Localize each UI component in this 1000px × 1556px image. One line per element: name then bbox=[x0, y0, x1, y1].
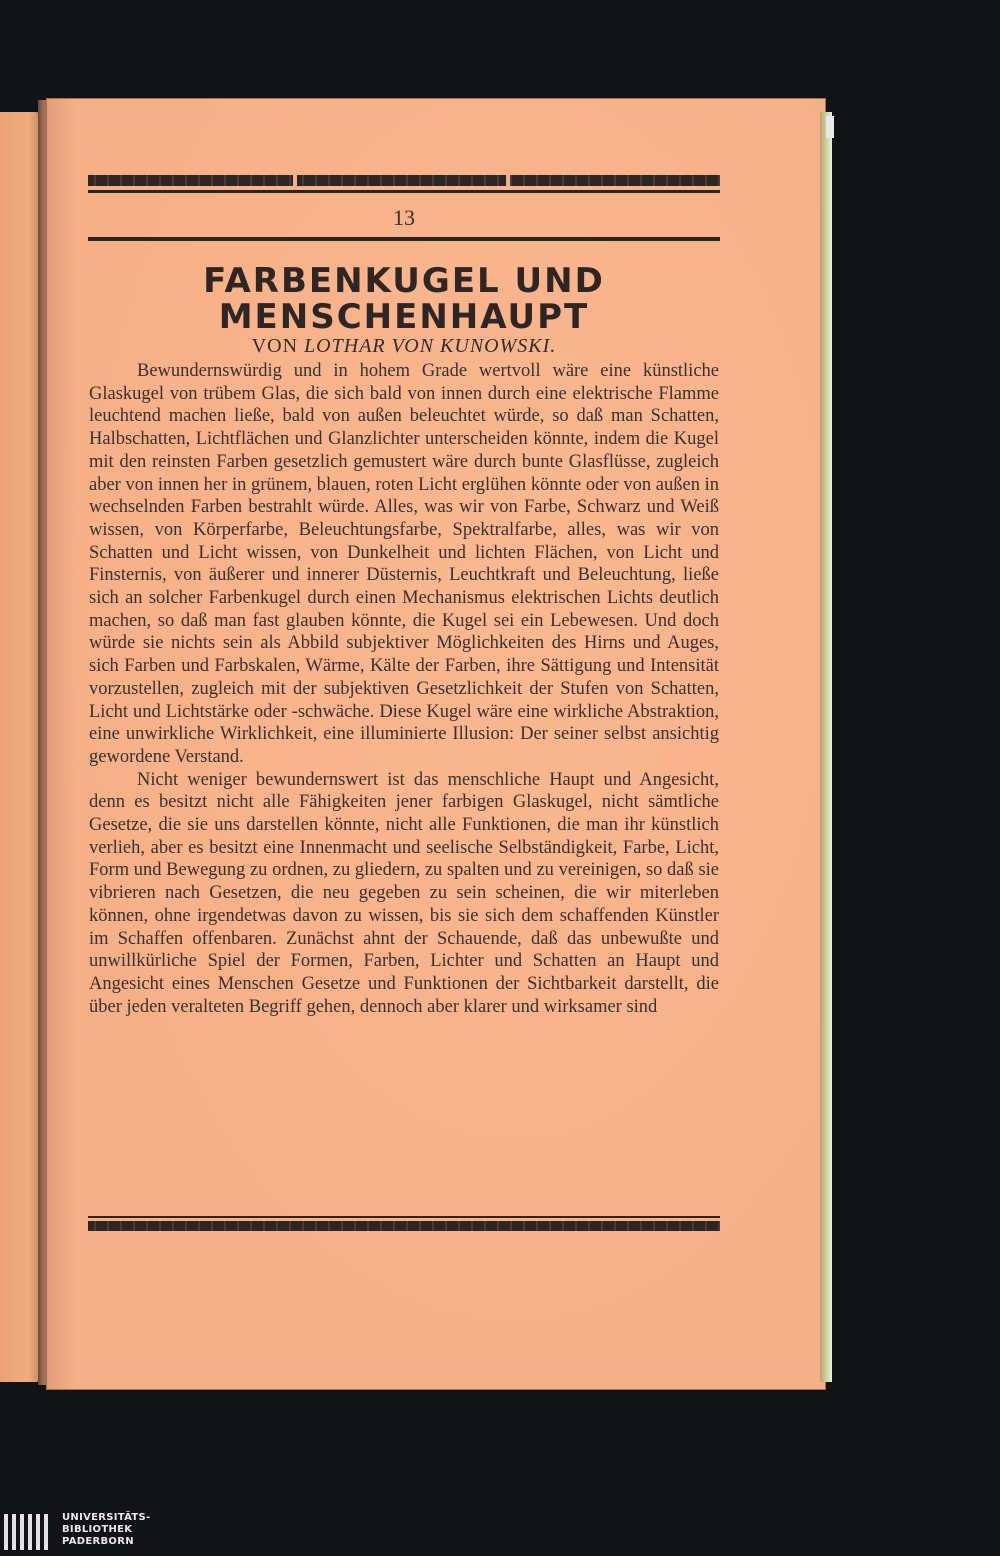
byline bbox=[88, 335, 720, 358]
author-name: LOTHAR VON KUNOWSKI. bbox=[304, 335, 557, 357]
logo-line: BIBLIOTHEK bbox=[62, 1524, 133, 1535]
bottom-ornamental-rule bbox=[88, 1221, 720, 1231]
bottom-thin-rule bbox=[88, 1216, 720, 1218]
page-edge-highlight bbox=[826, 116, 834, 138]
page-edge bbox=[820, 112, 832, 1382]
rule-gap bbox=[506, 175, 510, 186]
article-title-line-2: MENSCHENHAUPT bbox=[218, 297, 590, 337]
article-title-line-1: FARBENKUGEL UND bbox=[203, 261, 605, 301]
paragraph: Bewundernswürdig und in hohem Grade wertvoll wäre eine künstliche Glaskugel von trübem Glas, die sich bald von innen durch eine elektrische Flamme leuchtend machen ließe, bald von außen beleuchtet würde, so daß man Schatten, Halbschatten, Lichtflächen und Glanzlichter unterscheiden könnte, indem die Kugel mit den reinsten Farben gesetzlich gemustert wäre durch bunte Glasflüsse, zugleich aber von innen her in grünem, blauen, roten Licht erglühen könnte oder von außen in wechselnden Farben bestrahlt würde. Alles, was wir von Farbe, Schwarz und Weiß wissen, von Körperfarbe, Beleuchtungsfarbe, Spektralfarbe, alles, was wir von Schatten und Licht wissen, von Dunkelheit und lichten Flächen, von Licht und Finsternis, von äußerer und innerer Düsternis, Leuchtkraft und Beleuchtung, ließe sich an solcher Farbenkugel durch einen Mechanismus elektrischen Lichts deutlich machen, so daß man fast glauben könnte, die Kugel sei ein Lebewesen. Und doch würde sie nichts sein als Abbild subjektiver Möglichkeiten des Hirns und Auges, sich Farben und Farbskalen, Wärme, Kälte der Farben, ihre Sättigung und Intensität vorzustellen, zugleich mit der subjektiven Gesetzlichkeit der Stufen von Schatten, Licht und Lichtstärke oder -schwäche. Diese Kugel wäre eine wirkliche Abstraktion, eine unwirkliche Wirklichkeit, eine illuminierte Illusion: Der seiner selbst ansichtig gewordene Verstand. bbox=[89, 361, 719, 767]
top-thin-rule bbox=[88, 190, 720, 193]
article-body bbox=[89, 360, 719, 1018]
rule-gap bbox=[293, 175, 297, 186]
top-ornamental-rule bbox=[88, 175, 720, 186]
logo-line: PADERBORN bbox=[62, 1536, 134, 1547]
library-logo-text bbox=[62, 1512, 172, 1548]
library-logo bbox=[0, 1500, 170, 1556]
facing-page-edge bbox=[0, 112, 40, 1382]
library-logo-mark-icon bbox=[0, 1512, 56, 1552]
logo-line: UNIVERSITÄTS- bbox=[62, 1512, 151, 1523]
header-rule bbox=[88, 237, 720, 241]
page-number: 13 bbox=[393, 205, 415, 230]
paragraph: Nicht weniger bewundernswert ist das menschliche Haupt und Angesicht, denn es besitzt nicht alle Fähigkeiten jener farbigen Glaskugel, nicht sämtliche Gesetze, die sie uns darstellen könnte, nicht alle Funktionen, die man ihr künstlich verlieh, aber es besitzt eine Innenmacht und seelische Selbständigkeit, Farbe, Licht, Form und Bewegung zu ordnen, zu gliedern, zu spalten und zu vereinigen, so daß sie vibrieren nach Gesetzen, die neu gegeben zu sein scheinen, die wir miterleben können, ohne irgendetwas davon zu wissen, bis sie sich dem schaffenden Künstler im Schaffen offenbaren. Zunächst ahnt der Schauende, daß das unbewußte und unwillkürliche Spiel der Formen, Farben, Lichter und Schatten an Haupt und Angesicht eines Menschen Gesetze und Funktionen der Sichtbarkeit darstellt, die über jeden veralteten Begriff gehen, dennoch aber klarer und wirksamer sind bbox=[89, 769, 719, 1017]
byline-prefix: VON bbox=[251, 335, 299, 357]
